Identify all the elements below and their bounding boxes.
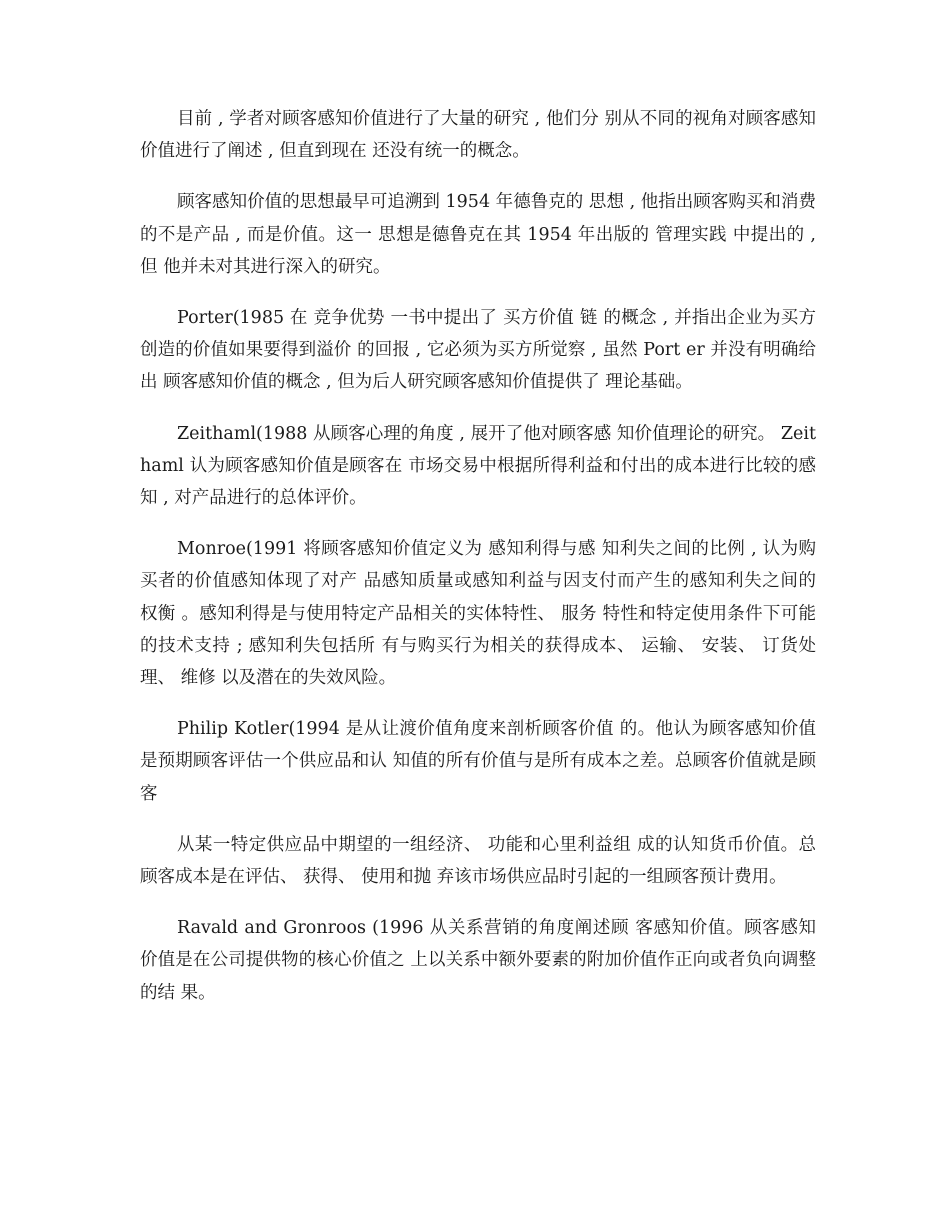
- paragraph-2: 顾客感知价值的思想最早可追溯到 1954 年德鲁克的 思想 , 他指出顾客购买和消费的不是产品 , 而是价值。这一 思想是德鲁克在其 1954 年出版的 管理实践 中提出的 , 但 他并未对其进行深入的研究。: [140, 192, 816, 277]
- paragraph-4: Zeithaml(1988 从顾客心理的角度 , 展开了他对顾客感 知价值理论的研究。 Zeit haml 认为顾客感知价值是顾客在 市场交易中根据所得利益和付出的成本进行比较的感知 , 对产品进行的总体评价。: [140, 423, 816, 509]
- paragraph-3: Porter(1985 在 竞争优势 一书中提出了 买方价值 链 的概念 , 并指出企业为买方创造的价值如果要得到溢价 的回报 , 它必须为买方所觉察 , 虽然 Port er 并没有明确给出 顾客感知价值的概念 , 但为后人研究顾客感知价值提供了 理论基础。: [140, 308, 816, 393]
- paragraph-1: 目前 , 学者对顾客感知价值进行了大量的研究 , 他们分 别从不同的视角对顾客感知价值进行了阐述 , 但直到现在 还没有统一的概念。: [140, 109, 816, 162]
- paragraph-5: Monroe(1991 将顾客感知价值定义为 感知利得与感 知利失之间的比例 , 认为购买者的价值感知体现了对产 品感知质量或感知利益与因支付而产生的感知利失之间的 权衡 。感知利得是与使用特定产品相关的实体特性、 服务 特性和特定使用条件下可能的技术支持 ; 感知利失包括所 有与购买行为相关的获得成本、 运输、 安装、 订货处理、 维修 以及潜在的失效风险。: [140, 539, 816, 689]
- document-page: [140, 103, 816, 1009]
- paragraph-8: Ravald and Gronroos (1996 从关系营销的角度阐述顾 客感知价值。顾客感知价值是在公司提供物的核心价值之 上以关系中额外要素的附加价值作正向或者负向调整的结 果。: [140, 918, 816, 1003]
- paragraph-6: Philip Kotler(1994 是从让渡价值角度来剖析顾客价值 的。他认为顾客感知价值是预期顾客评估一个供应品和认 知值的所有价值与是所有成本之差。总顾客价值就是顾客: [140, 719, 816, 804]
- paragraph-7: 从某一特定供应品中期望的一组经济、 功能和心里利益组 成的认知货币价值。总顾客成本是在评估、 获得、 使用和抛 弃该市场供应品时引起的一组顾客预计费用。: [140, 834, 816, 888]
